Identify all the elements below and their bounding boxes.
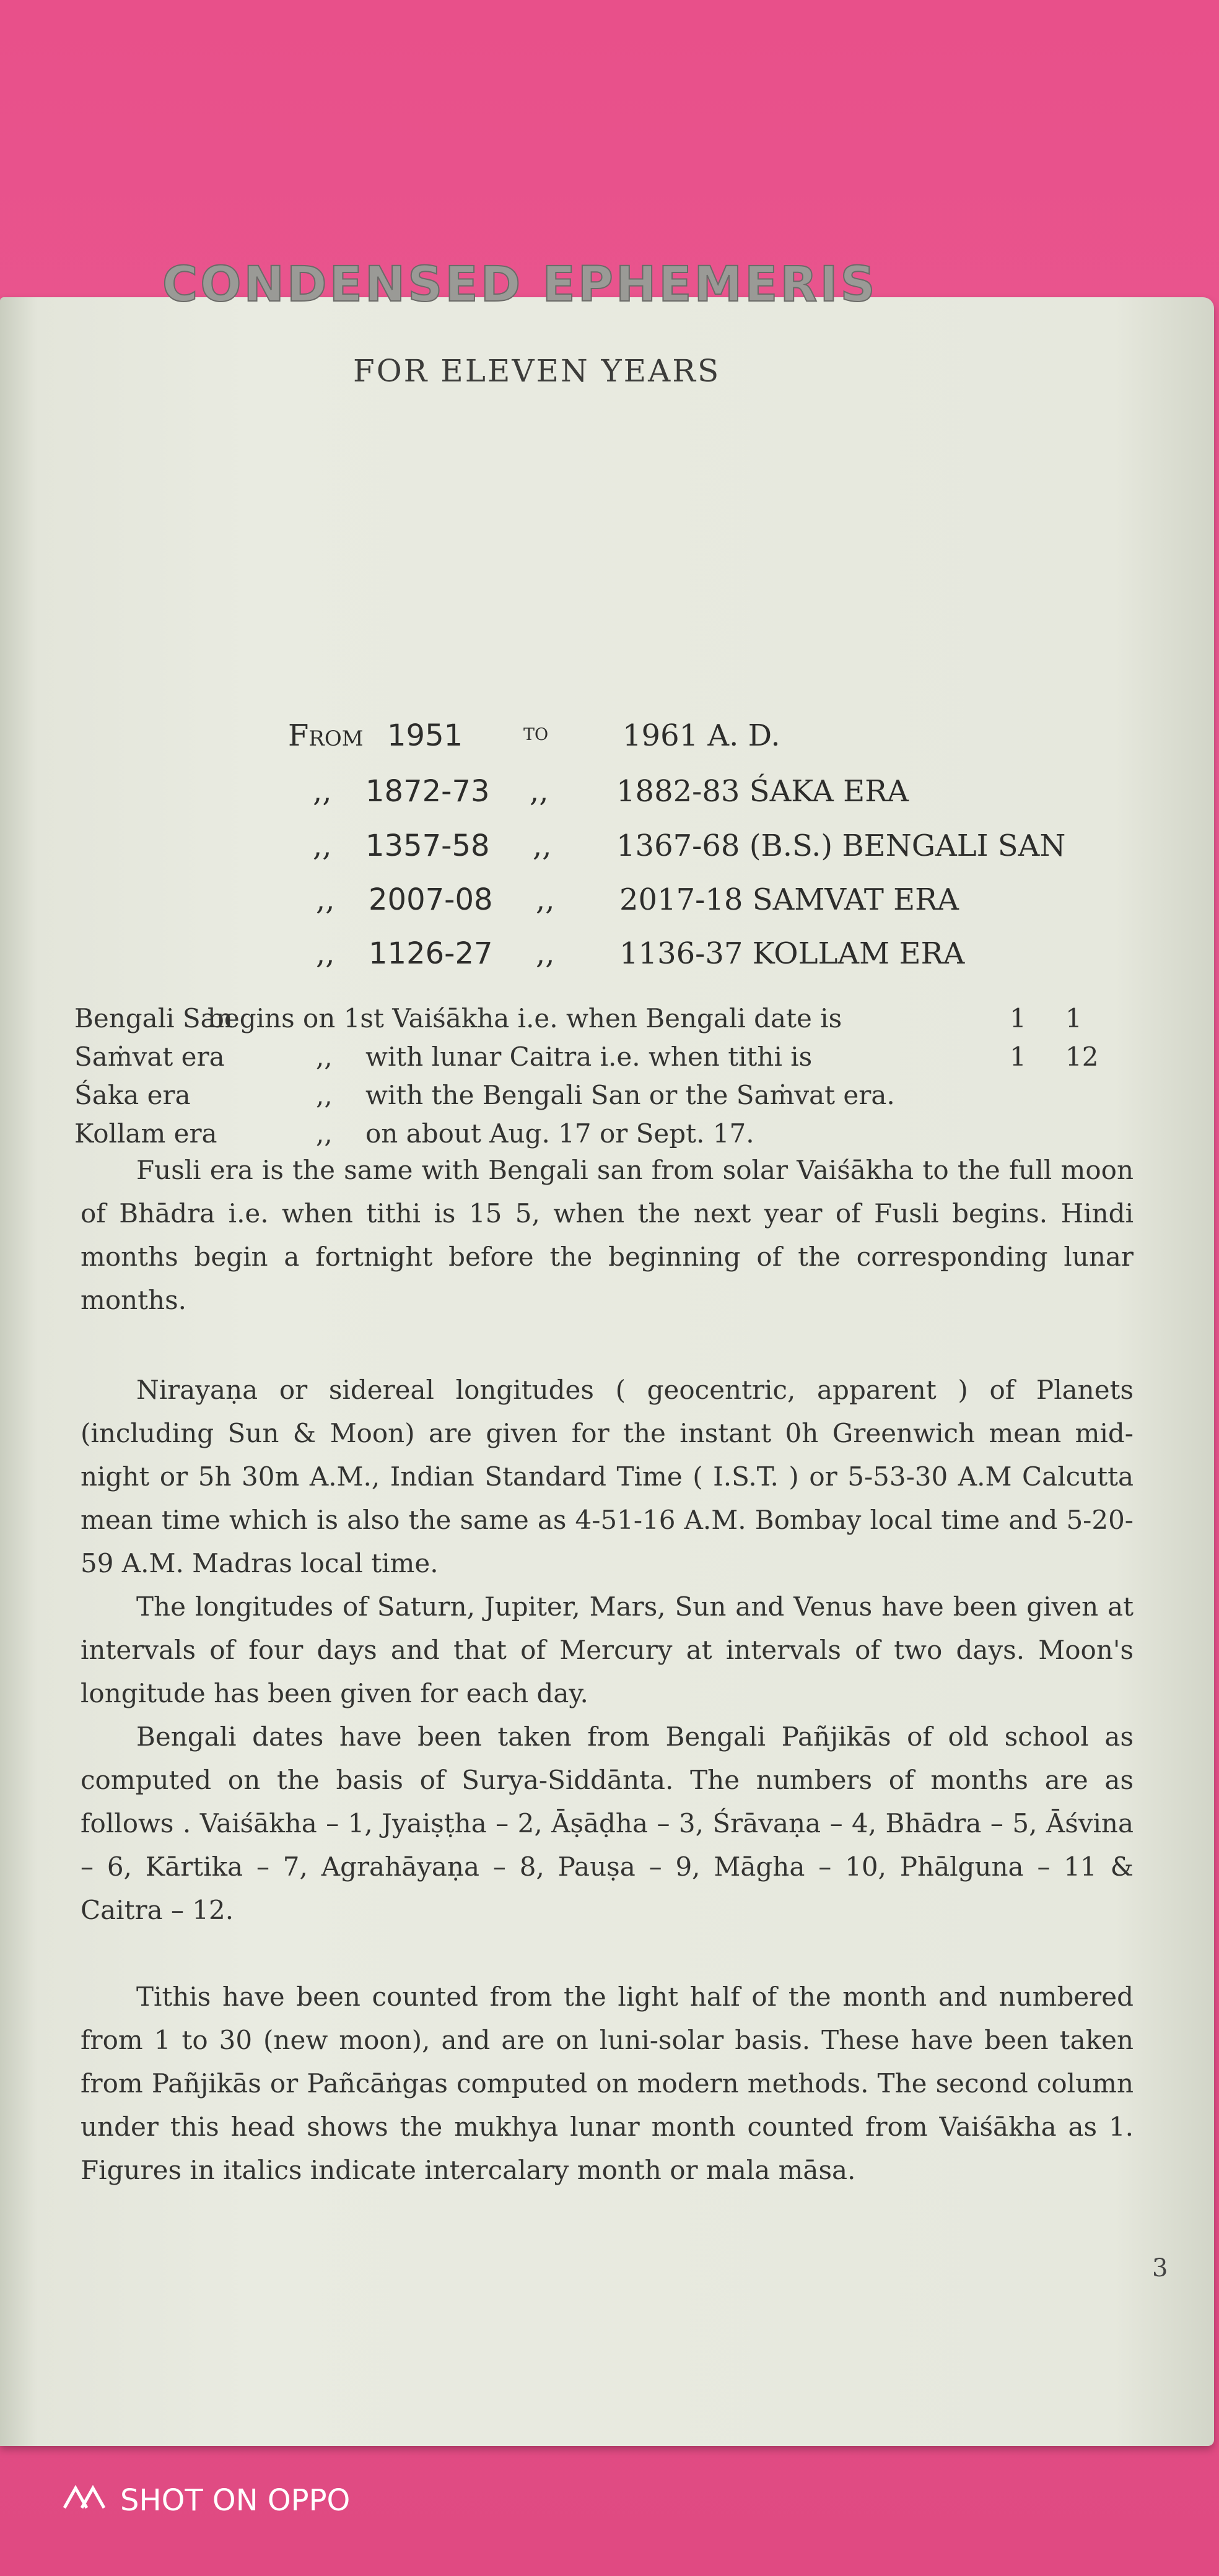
era-end: 2017-18 SAMVAT ERA: [619, 882, 959, 917]
ditto-mark: ,,: [530, 774, 549, 809]
paragraph-intervals: The longitudes of Saturn, Jupiter, Mars, Sun and Venus have been given at intervals of four days and that of Mercury at intervals of two days. Moon's longitude has been given for each day.: [81, 1591, 1134, 1708]
rule-desc: begins on 1st Vaiśākha i.e. when Bengali date is: [208, 1003, 842, 1033]
paragraph-fusli: Fusli era is the same with Bengali san from solar Vaiśākha to the full moon of Bhādra i.e. when tithi is 15 5, when the next year of Fusli begins. Hindi months begin a fortnight before the beginning of the corresponding lunar months.: [81, 1155, 1134, 1315]
page-number: 3: [1152, 2254, 1168, 2282]
rule-era: Śaka era: [74, 1080, 191, 1110]
ditto-mark: ,,: [316, 882, 335, 917]
rule-desc: on about Aug. 17 or Sept. 17.: [365, 1118, 754, 1149]
page-title: CONDENSED EPHEMERIS: [162, 257, 878, 313]
rule-era: Kollam era: [74, 1118, 217, 1149]
ditto-mark: ,,: [316, 1118, 333, 1149]
ditto-mark: ,,: [316, 1042, 333, 1072]
rule-desc: with the Bengali San or the Saṁvat era.: [365, 1080, 895, 1110]
rule-desc: with lunar Caitra i.e. when tithi is: [365, 1042, 813, 1072]
rule-number: 1: [1010, 1042, 1026, 1072]
ditto-mark: ,,: [536, 882, 555, 917]
era-end: 1136-37 KOLLAM ERA: [619, 936, 965, 971]
era-end: 1367-68 (B.S.) BENGALI SAN: [616, 829, 1066, 863]
ditto-mark: ,,: [313, 829, 332, 863]
ditto-mark: ,,: [533, 829, 552, 863]
oppo-logo-icon: [62, 2483, 111, 2518]
era-start: 1951: [387, 718, 463, 753]
era-end: 1882-83 ŚAKA ERA: [616, 774, 909, 809]
rule-era: Saṁvat era: [74, 1042, 225, 1072]
rule-number: 12: [1065, 1042, 1099, 1072]
paragraph-tithis: Tithis have been counted from the light half of the month and numbered from 1 to 30 (new moon), and are on luni-solar basis. These have been taken from Pañjikās or Pañcāṅgas computed on modern methods. The second column under this head shows the mukhya lunar month counted from Vaiśākha as 1. Figures in italics indicate intercalary month or mala māsa.: [81, 1982, 1134, 2185]
ditto-mark: ,,: [316, 936, 335, 971]
camera-watermark: [62, 2483, 350, 2518]
rule-number: 1: [1065, 1003, 1082, 1033]
watermark-text: SHOT ON OPPO: [120, 2483, 351, 2518]
ditto-mark: ,,: [313, 774, 332, 809]
page-subtitle: FOR ELEVEN YEARS: [353, 353, 721, 389]
era-rule-row: [74, 1042, 1115, 1080]
rule-era: Bengali San: [74, 1003, 233, 1033]
era-start: 1126-27: [369, 936, 493, 971]
ditto-mark: ,,: [536, 936, 555, 971]
era-start: 1357-58: [365, 829, 490, 863]
ditto-mark: ,,: [316, 1080, 333, 1110]
to-label: to: [523, 718, 549, 746]
era-end: 1961 A. D.: [623, 718, 780, 753]
rule-number: 1: [1010, 1003, 1026, 1033]
era-rule-row: [74, 1003, 1115, 1042]
paragraph-bengali-dates: Bengali dates have been taken from Bengali Pañjikās of old school as computed on the basis of Surya-Siddānta. The numbers of months are as follows . Vaiśākha – 1, Jyaiṣṭha – 2, Āṣāḍha – 3, Śrāvaṇa – 4, Bhādra – 5, Āśvina – 6, Kārtika – 7, Agrahāyaṇa – 8, Pauṣa – 9, Māgha – 10, Phālguna – 11 & Caitra – 12.: [81, 1721, 1134, 1925]
paragraph-longitudes: Nirayaṇa or sidereal longitudes ( geocentric, apparent ) of Planets (including Sun & Moon) are given for the instant 0h Greenwich mean mid-night or 5h 30m A.M., Indian Standard Time ( I.S.T. ) or 5-53-30 A.M Calcutta mean time which is also the same as 4-51-16 A.M. Bombay local time and 5-20-59 A.M. Madras local time.: [81, 1375, 1134, 1578]
era-start: 1872-73: [365, 774, 490, 809]
from-label: From: [288, 718, 364, 753]
era-rules: [74, 1003, 1115, 1157]
era-start: 2007-08: [369, 882, 493, 917]
era-rule-row: [74, 1080, 1115, 1118]
